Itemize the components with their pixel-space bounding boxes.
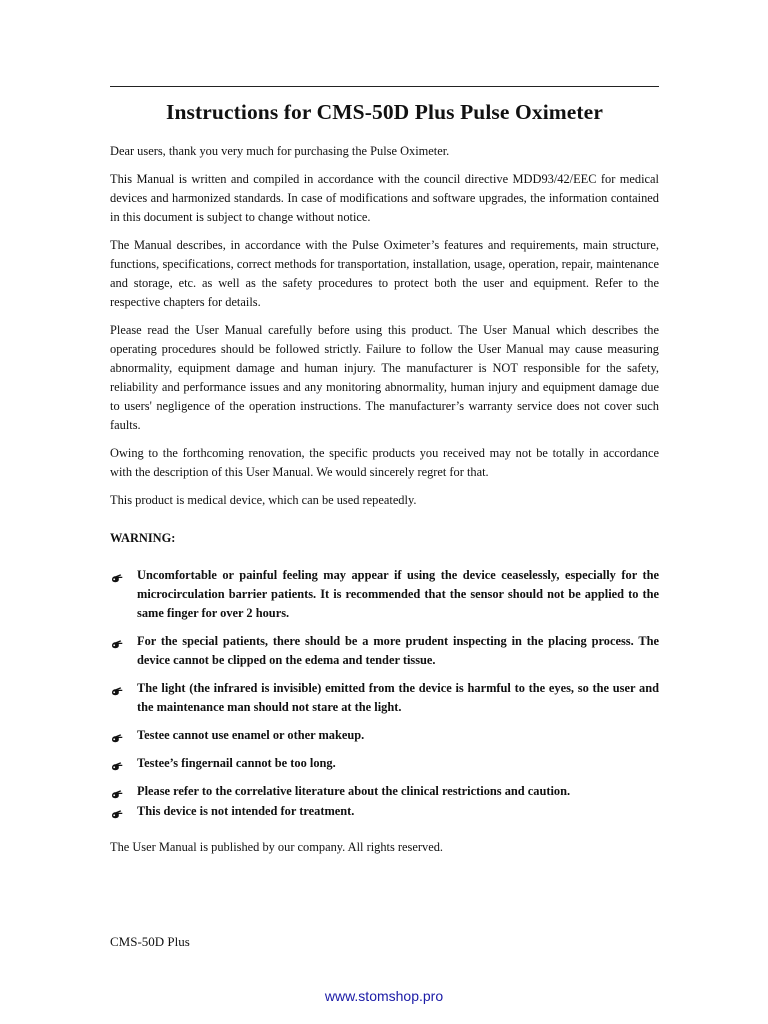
- warning-list: [110, 566, 659, 821]
- pointing-hand-icon: [110, 802, 124, 821]
- copyright-notice: The User Manual is published by our company. All rights reserved.: [110, 840, 443, 854]
- pointing-hand-icon: [110, 726, 124, 745]
- reuse-paragraph: This product is medical device, which can be used repeatedly.: [110, 493, 417, 507]
- pointing-hand-icon: [110, 632, 124, 651]
- warning-item: [110, 632, 659, 670]
- read-manual-paragraph: Please read the User Manual carefully before using this product. The User Manual which describes the operating procedures should be followed strictly. Failure to follow the User Manual may cause measuring abnormality, equipment damage and human injury. The manufacturer is NOT responsible for the safety, reliability and performance issues and any monitoring abnormality, human injury and equipment damage due to users' negligence of the operation instructions. The manufacturer’s warranty service does not cover such faults.: [110, 323, 659, 432]
- directive-paragraph: This Manual is written and compiled in accordance with the council directive MDD93/42/EEC for medical devices and harmonized standards. In case of modifications and software upgrades, the information contained in this document is subject to change without notice.: [110, 172, 659, 224]
- header-rule: [110, 86, 659, 87]
- warning-item: [110, 566, 659, 623]
- warning-text: Testee’s fingernail cannot be too long.: [137, 756, 336, 770]
- pointing-hand-icon: [110, 782, 124, 801]
- website-link[interactable]: www.stomshop.pro: [324, 988, 444, 1004]
- warning-text: Testee cannot use enamel or other makeup.: [137, 728, 365, 742]
- warning-text: This device is not intended for treatment.: [137, 804, 355, 818]
- warning-text: For the special patients, there should be a more prudent inspecting in the placing process. The device cannot be clipped on the edema and tender tissue.: [137, 634, 659, 667]
- warning-text: Uncomfortable or painful feeling may appear if using the device ceaselessly, especially for the microcirculation barrier patients. It is recommended that the sensor should not be applied to the same finger for over 2 hours.: [137, 568, 659, 620]
- warning-text: Please refer to the correlative literature about the clinical restrictions and caution.: [137, 784, 571, 798]
- warning-item: [110, 726, 659, 745]
- warning-heading: WARNING:: [110, 531, 176, 545]
- pointing-hand-icon: [110, 754, 124, 773]
- footer-model: CMS-50D Plus: [110, 934, 190, 949]
- warning-item: [110, 802, 659, 821]
- warning-text: The light (the infrared is invisible) emitted from the device is harmful to the eyes, so the user and the maintenance man should not stare at the light.: [137, 681, 659, 714]
- renovation-paragraph: Owing to the forthcoming renovation, the specific products you received may not be totally in accordance with the description of this User Manual. We would sincerely regret for that.: [110, 446, 659, 479]
- warning-item: [110, 679, 659, 717]
- pointing-hand-icon: [110, 679, 124, 698]
- pointing-hand-icon: [110, 566, 124, 585]
- warning-item: [110, 754, 659, 773]
- document-title: Instructions for CMS-50D Plus Pulse Oximeter: [166, 100, 603, 124]
- intro-paragraph: Dear users, thank you very much for purchasing the Pulse Oximeter.: [110, 144, 450, 158]
- document-body: [110, 142, 659, 857]
- warning-item: [110, 782, 659, 801]
- manual-scope-paragraph: The Manual describes, in accordance with the Pulse Oximeter’s features and requirements, main structure, functions, specifications, correct methods for transportation, installation, usage, operation, repair, maintenance and storage, etc. as well as the safety procedures to protect both the user and equipment. Refer to the respective chapters for details.: [110, 238, 659, 309]
